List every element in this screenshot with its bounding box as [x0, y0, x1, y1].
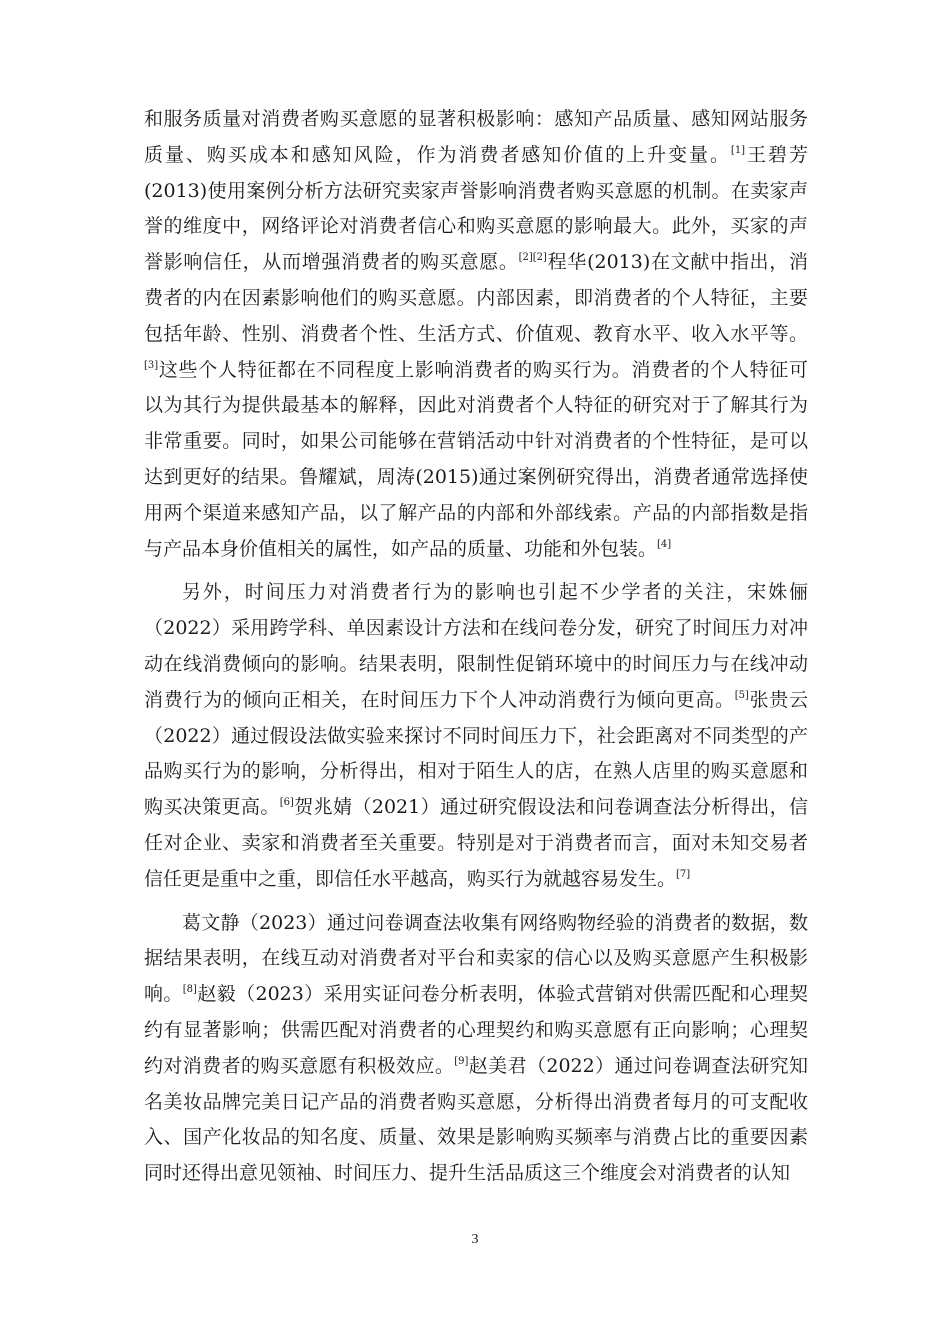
paragraph-gap — [144, 567, 808, 575]
text-line: 入、国产化妆品的知名度、质量、效果是影响购买频率与消费占比的重要因素 — [144, 1126, 808, 1149]
paragraph — [144, 575, 808, 897]
text-line: 信任更是重中之重，即信任水平越高，购买行为就越容易发生。[7] — [144, 867, 691, 890]
paragraph-gap — [144, 898, 808, 906]
text-line: 消费行为的倾向正相关，在时间压力下个人冲动消费行为倾向更高。[5]张贵云 — [144, 688, 808, 711]
text-line: 誉影响信任，从而增强消费者的购买意愿。[2][2]程华(2013)在文献中指出，消 — [144, 251, 808, 274]
text-line: 质量、购买成本和感知风险，作为消费者感知价值的上升变量。[1]王碧芳 — [144, 143, 808, 166]
citation-marker: [8] — [182, 984, 197, 996]
text-line: 包括年龄、性别、消费者个性、生活方式、价值观、教育水平、收入水平等。 — [144, 322, 808, 345]
text-line: 约对消费者的购买意愿有积极效应。[9]赵美君（2022）通过问卷调查法研究知 — [144, 1054, 808, 1077]
citation-marker: [4] — [657, 538, 672, 550]
text-line: 以为其行为提供最基本的解释，因此对消费者个人特征的研究对于了解其行为 — [144, 394, 808, 417]
citation-marker: [6] — [279, 797, 294, 809]
paragraph — [144, 102, 808, 567]
text-line: 响。[8]赵毅（2023）采用实证问卷分析表明，体验式营销对供需匹配和心理契 — [144, 983, 808, 1006]
text-line: 同时还得出意见领袖、时间压力、提升生活品质这三个维度会对消费者的认知 — [144, 1162, 791, 1185]
citation-marker: [2] — [518, 252, 533, 264]
citation-marker: [3] — [144, 359, 159, 371]
text-line: 和服务质量对消费者购买意愿的显著积极影响：感知产品质量、感知网站服务 — [144, 108, 808, 130]
body-text — [144, 102, 808, 1192]
text-line: 另外，时间压力对消费者行为的影响也引起不少学者的关注，宋姝俪 — [182, 581, 808, 604]
citation-marker: [2] — [532, 252, 547, 264]
citation-marker: [1] — [730, 144, 746, 156]
text-line: 名美妆品牌完美日记产品的消费者购买意愿，分析得出消费者每月的可支配收 — [144, 1090, 808, 1113]
paragraph — [144, 906, 808, 1192]
text-line: 葛文静（2023）通过问卷调查法收集有网络购物经验的消费者的数据，数 — [182, 911, 808, 934]
text-line: 据结果表明，在线互动对消费者对平台和卖家的信心以及购买意愿产生积极影 — [144, 947, 808, 970]
page-number: 3 — [471, 1232, 479, 1247]
text-line: 与产品本身价值相关的属性，如产品的质量、功能和外包装。[4] — [144, 537, 672, 560]
text-line: 品购买行为的影响，分析得出，相对于陌生人的店，在熟人店里的购买意愿和 — [144, 760, 808, 783]
text-line: （2022）采用跨学科、单因素设计方法和在线问卷分发，研究了时间压力对冲 — [144, 617, 808, 640]
text-line: 任对企业、卖家和消费者至关重要。特别是对于消费者而言，面对未知交易者 — [144, 831, 808, 854]
text-line: 约有显著影响；供需匹配对消费者的心理契约和购买意愿有正向影响；心理契 — [144, 1018, 808, 1041]
text-line: （2022）通过假设法做实验来探讨不同时间压力下，社会距离对不同类型的产 — [144, 724, 808, 747]
text-line: [3]这些个人特征都在不同程度上影响消费者的购买行为。消费者的个人特征可 — [144, 358, 808, 381]
text-line: 购买决策更高。[6]贺兆婧（2021）通过研究假设法和问卷调查法分析得出，信 — [144, 796, 808, 819]
text-line: 动在线消费倾向的影响。结果表明，限制性促销环境中的时间压力与在线冲动 — [144, 652, 808, 675]
citation-marker: [9] — [454, 1055, 469, 1067]
text-line: 达到更好的结果。鲁耀斌，周涛(2015)通过案例研究得出，消费者通常选择使 — [144, 465, 808, 488]
text-line: 非常重要。同时，如果公司能够在营销活动中针对消费者的个性特征，是可以 — [144, 430, 808, 453]
citation-marker: [5] — [734, 689, 749, 701]
text-line: 费者的内在因素影响他们的购买意愿。内部因素，即消费者的个人特征，主要 — [144, 286, 808, 309]
citation-marker: [7] — [676, 868, 691, 880]
text-line: 用两个渠道来感知产品，以了解产品的内部和外部线索。产品的内部指数是指 — [144, 501, 808, 524]
text-line: (2013)使用案例分析方法研究卖家声誉影响消费者购买意愿的机制。在卖家声 — [144, 179, 808, 202]
text-line: 誉的维度中，网络评论对消费者信心和购买意愿的影响最大。此外，买家的声 — [144, 215, 808, 238]
